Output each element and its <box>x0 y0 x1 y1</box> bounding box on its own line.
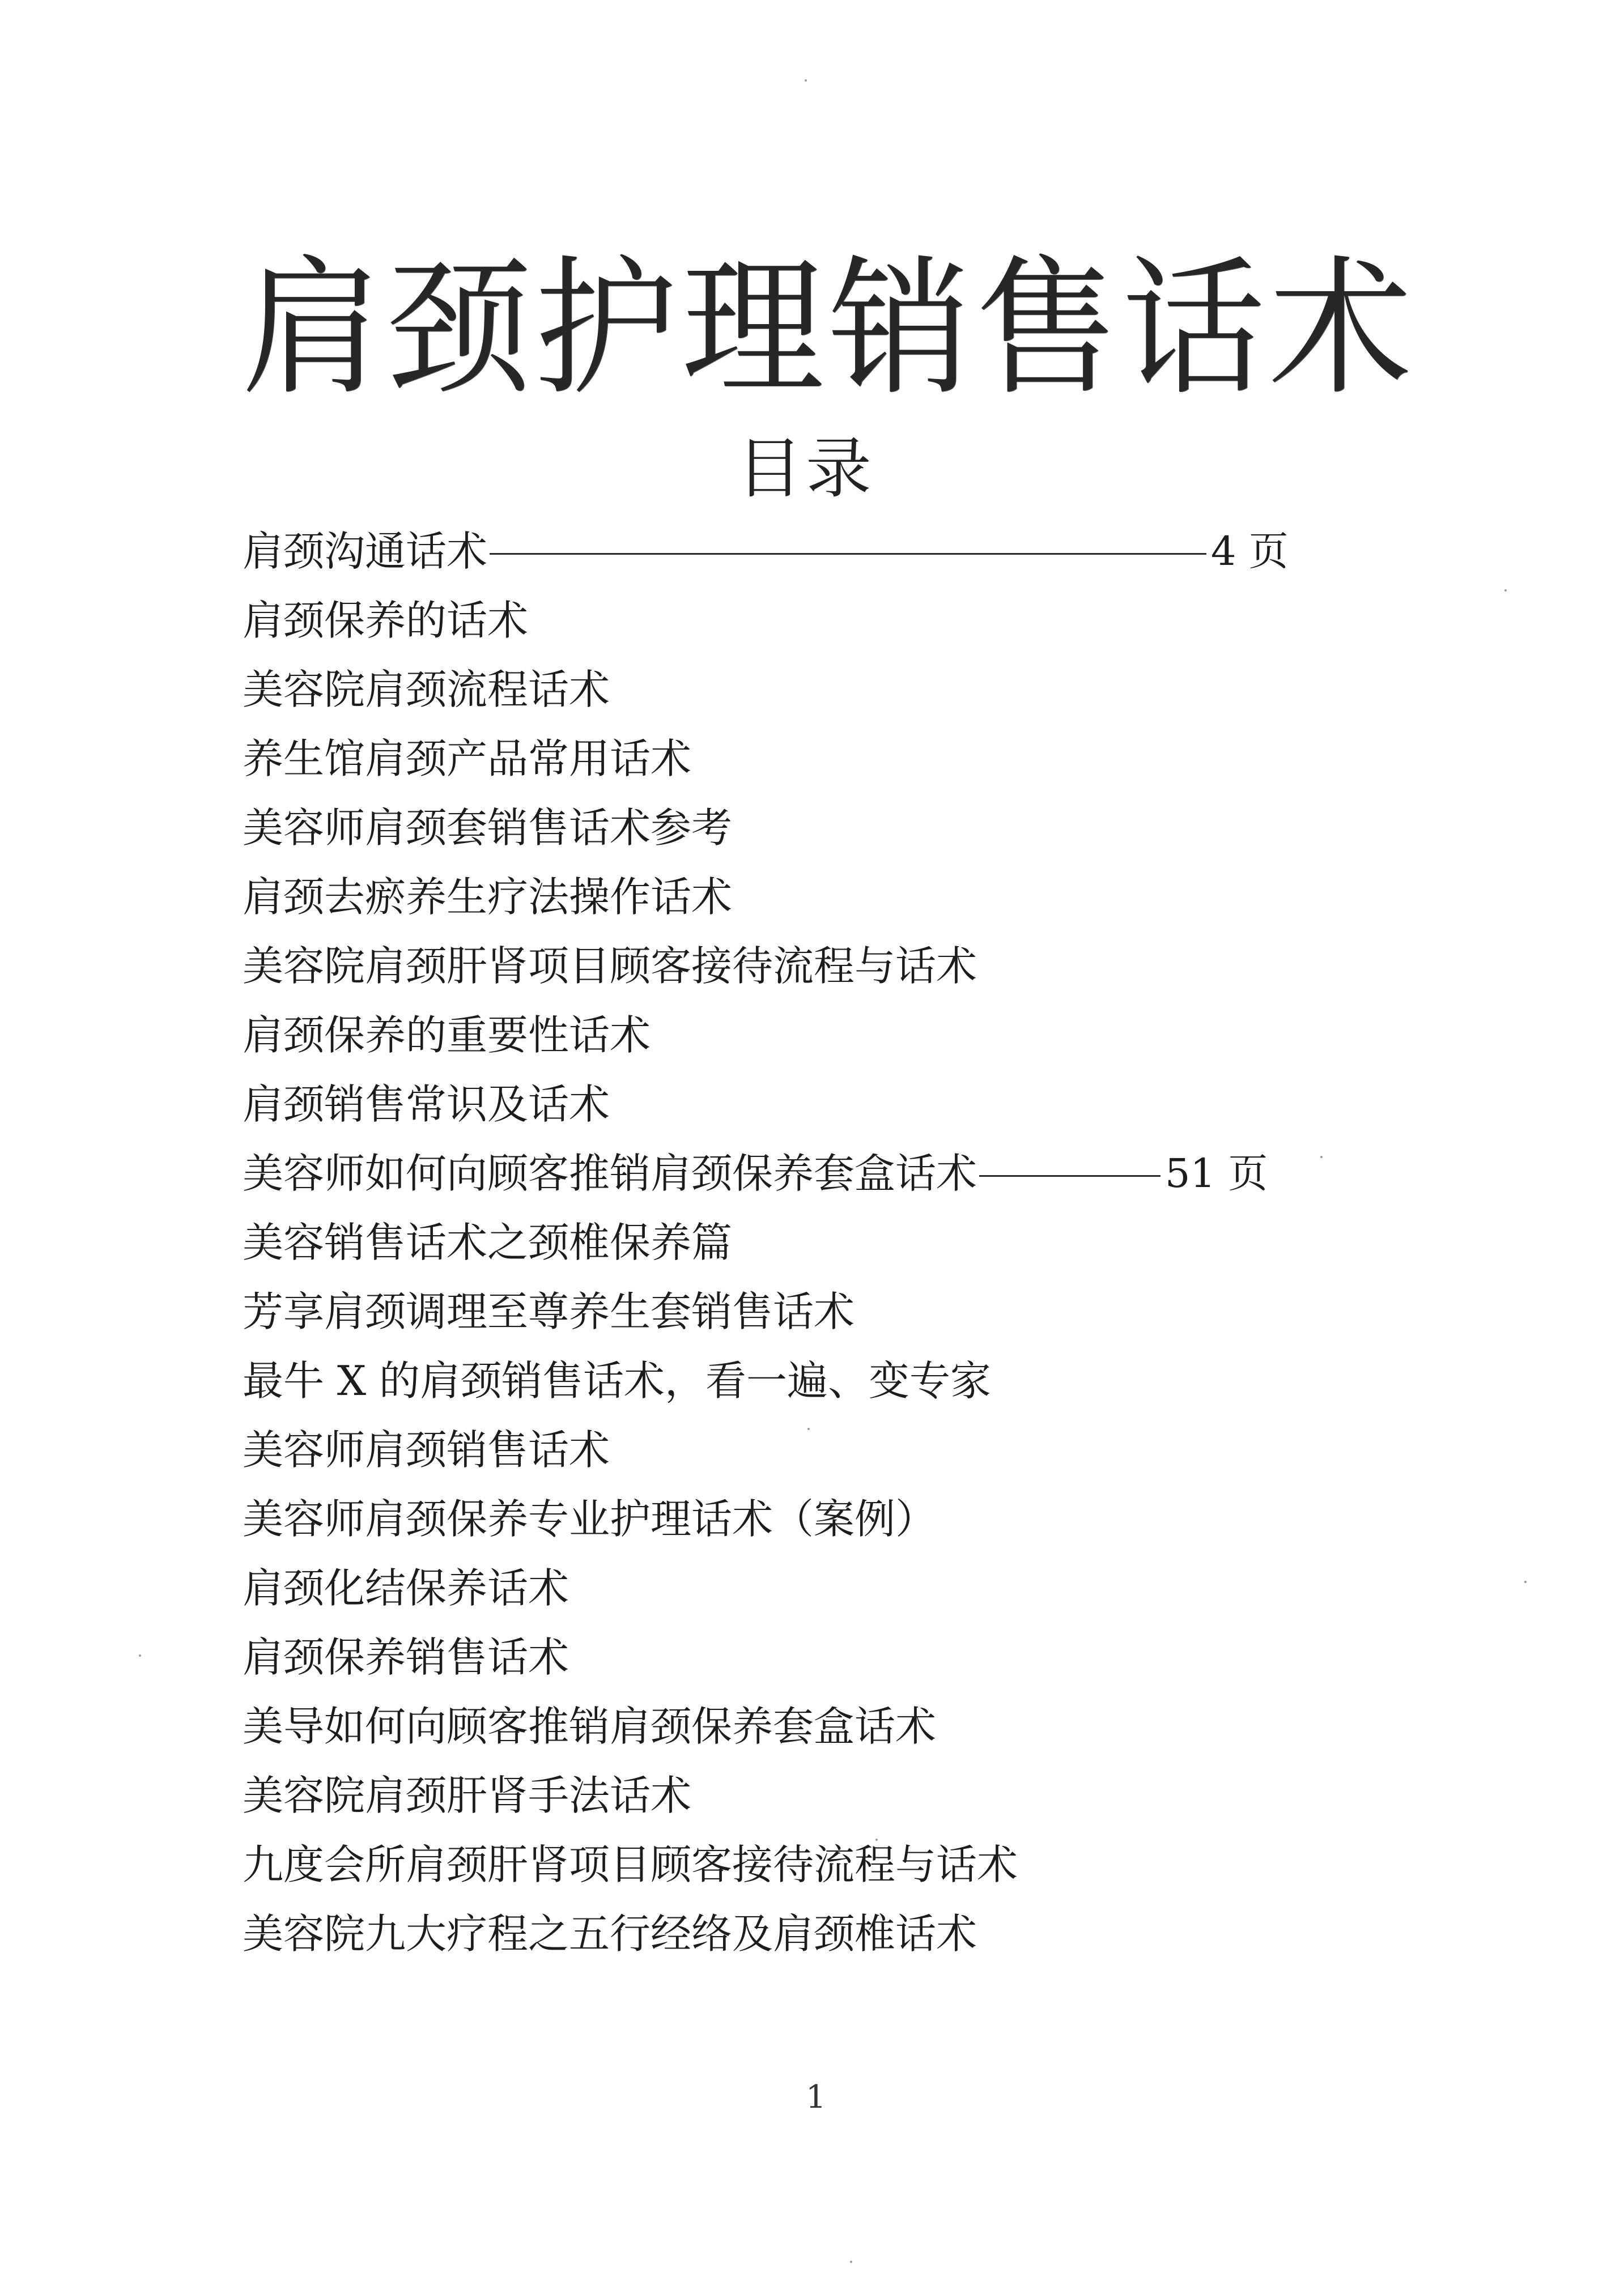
toc-item <box>243 1277 1376 1346</box>
toc-item-label: 美容院肩颈流程话术 <box>243 666 610 713</box>
toc-item-label: 美容师肩颈销售话术 <box>243 1426 610 1474</box>
toc-item-label: 肩颈保养销售话术 <box>243 1633 569 1681</box>
scan-speck <box>850 2261 852 2263</box>
toc-item-label: 肩颈去瘀养生疗法操作话术 <box>243 873 733 921</box>
toc-item-label: 肩颈保养的重要性话术 <box>243 1011 651 1059</box>
toc-leader-line <box>490 553 1206 555</box>
toc-item <box>243 1484 1376 1554</box>
toc-item <box>243 1899 1376 1968</box>
scan-speck <box>139 1654 141 1657</box>
toc-item <box>243 1692 1376 1761</box>
scan-speck <box>875 1839 878 1841</box>
toc-item-label: 美容院肩颈肝肾项目顾客接待流程与话术 <box>243 942 977 990</box>
toc-item <box>243 1554 1376 1623</box>
toc-item-label: 美容销售话术之颈椎保养篇 <box>243 1219 733 1266</box>
toc-item-label: 美容师如何向顾客推销肩颈保养套盒话术 <box>243 1150 977 1197</box>
toc-item-label: 肩颈保养的话术 <box>243 597 529 644</box>
toc-item-label: 美导如何向顾客推销肩颈保养套盒话术 <box>243 1703 937 1750</box>
page-number: 1 <box>806 2079 826 2116</box>
toc-item-page: 4 页 <box>1211 528 1289 575</box>
toc-item <box>243 1208 1376 1277</box>
toc-item <box>243 1139 1376 1208</box>
toc-item <box>243 1830 1376 1899</box>
toc-item <box>243 1623 1376 1692</box>
toc-item-label: 肩颈沟通话术 <box>243 527 488 575</box>
toc-item-label: 美容师肩颈套销售话术参考 <box>243 804 733 852</box>
scan-speck <box>1320 1156 1323 1158</box>
toc-item <box>243 586 1376 655</box>
toc-item <box>243 862 1376 931</box>
table-of-contents <box>243 517 1376 1968</box>
toc-item-page: 51 页 <box>1165 1150 1268 1197</box>
toc-item <box>243 1415 1376 1484</box>
toc-item-label: 最牛 X 的肩颈销售话术，看一遍、变专家 <box>243 1357 992 1405</box>
toc-item <box>243 931 1376 1001</box>
document-title: 肩颈护理销售话术 <box>241 242 1416 415</box>
toc-heading: 目录 <box>737 431 875 507</box>
toc-item <box>243 1070 1376 1139</box>
scan-speck <box>807 1428 810 1430</box>
toc-item-label: 美容院九大疗程之五行经络及肩颈椎话术 <box>243 1910 977 1958</box>
toc-item <box>243 793 1376 862</box>
toc-item-label: 肩颈销售常识及话术 <box>243 1080 610 1128</box>
scan-speck <box>805 79 807 82</box>
toc-item <box>243 1346 1376 1415</box>
scan-speck <box>1524 1581 1527 1583</box>
toc-item <box>243 517 1376 586</box>
toc-item-label: 美容院肩颈肝肾手法话术 <box>243 1772 692 1819</box>
toc-item-label: 肩颈化结保养话术 <box>243 1564 569 1612</box>
toc-item <box>243 724 1376 793</box>
toc-item <box>243 655 1376 724</box>
toc-item-label: 九度会所肩颈肝肾项目顾客接待流程与话术 <box>243 1841 1018 1888</box>
toc-item-label: 芳享肩颈调理至尊养生套销售话术 <box>243 1288 855 1335</box>
scan-speck <box>1504 589 1507 592</box>
toc-leader-line <box>979 1175 1160 1177</box>
toc-item-label: 养生馆肩颈产品常用话术 <box>243 735 692 782</box>
toc-item-label: 美容师肩颈保养专业护理话术（案例） <box>243 1495 937 1543</box>
toc-item <box>243 1761 1376 1830</box>
toc-item <box>243 1001 1376 1070</box>
